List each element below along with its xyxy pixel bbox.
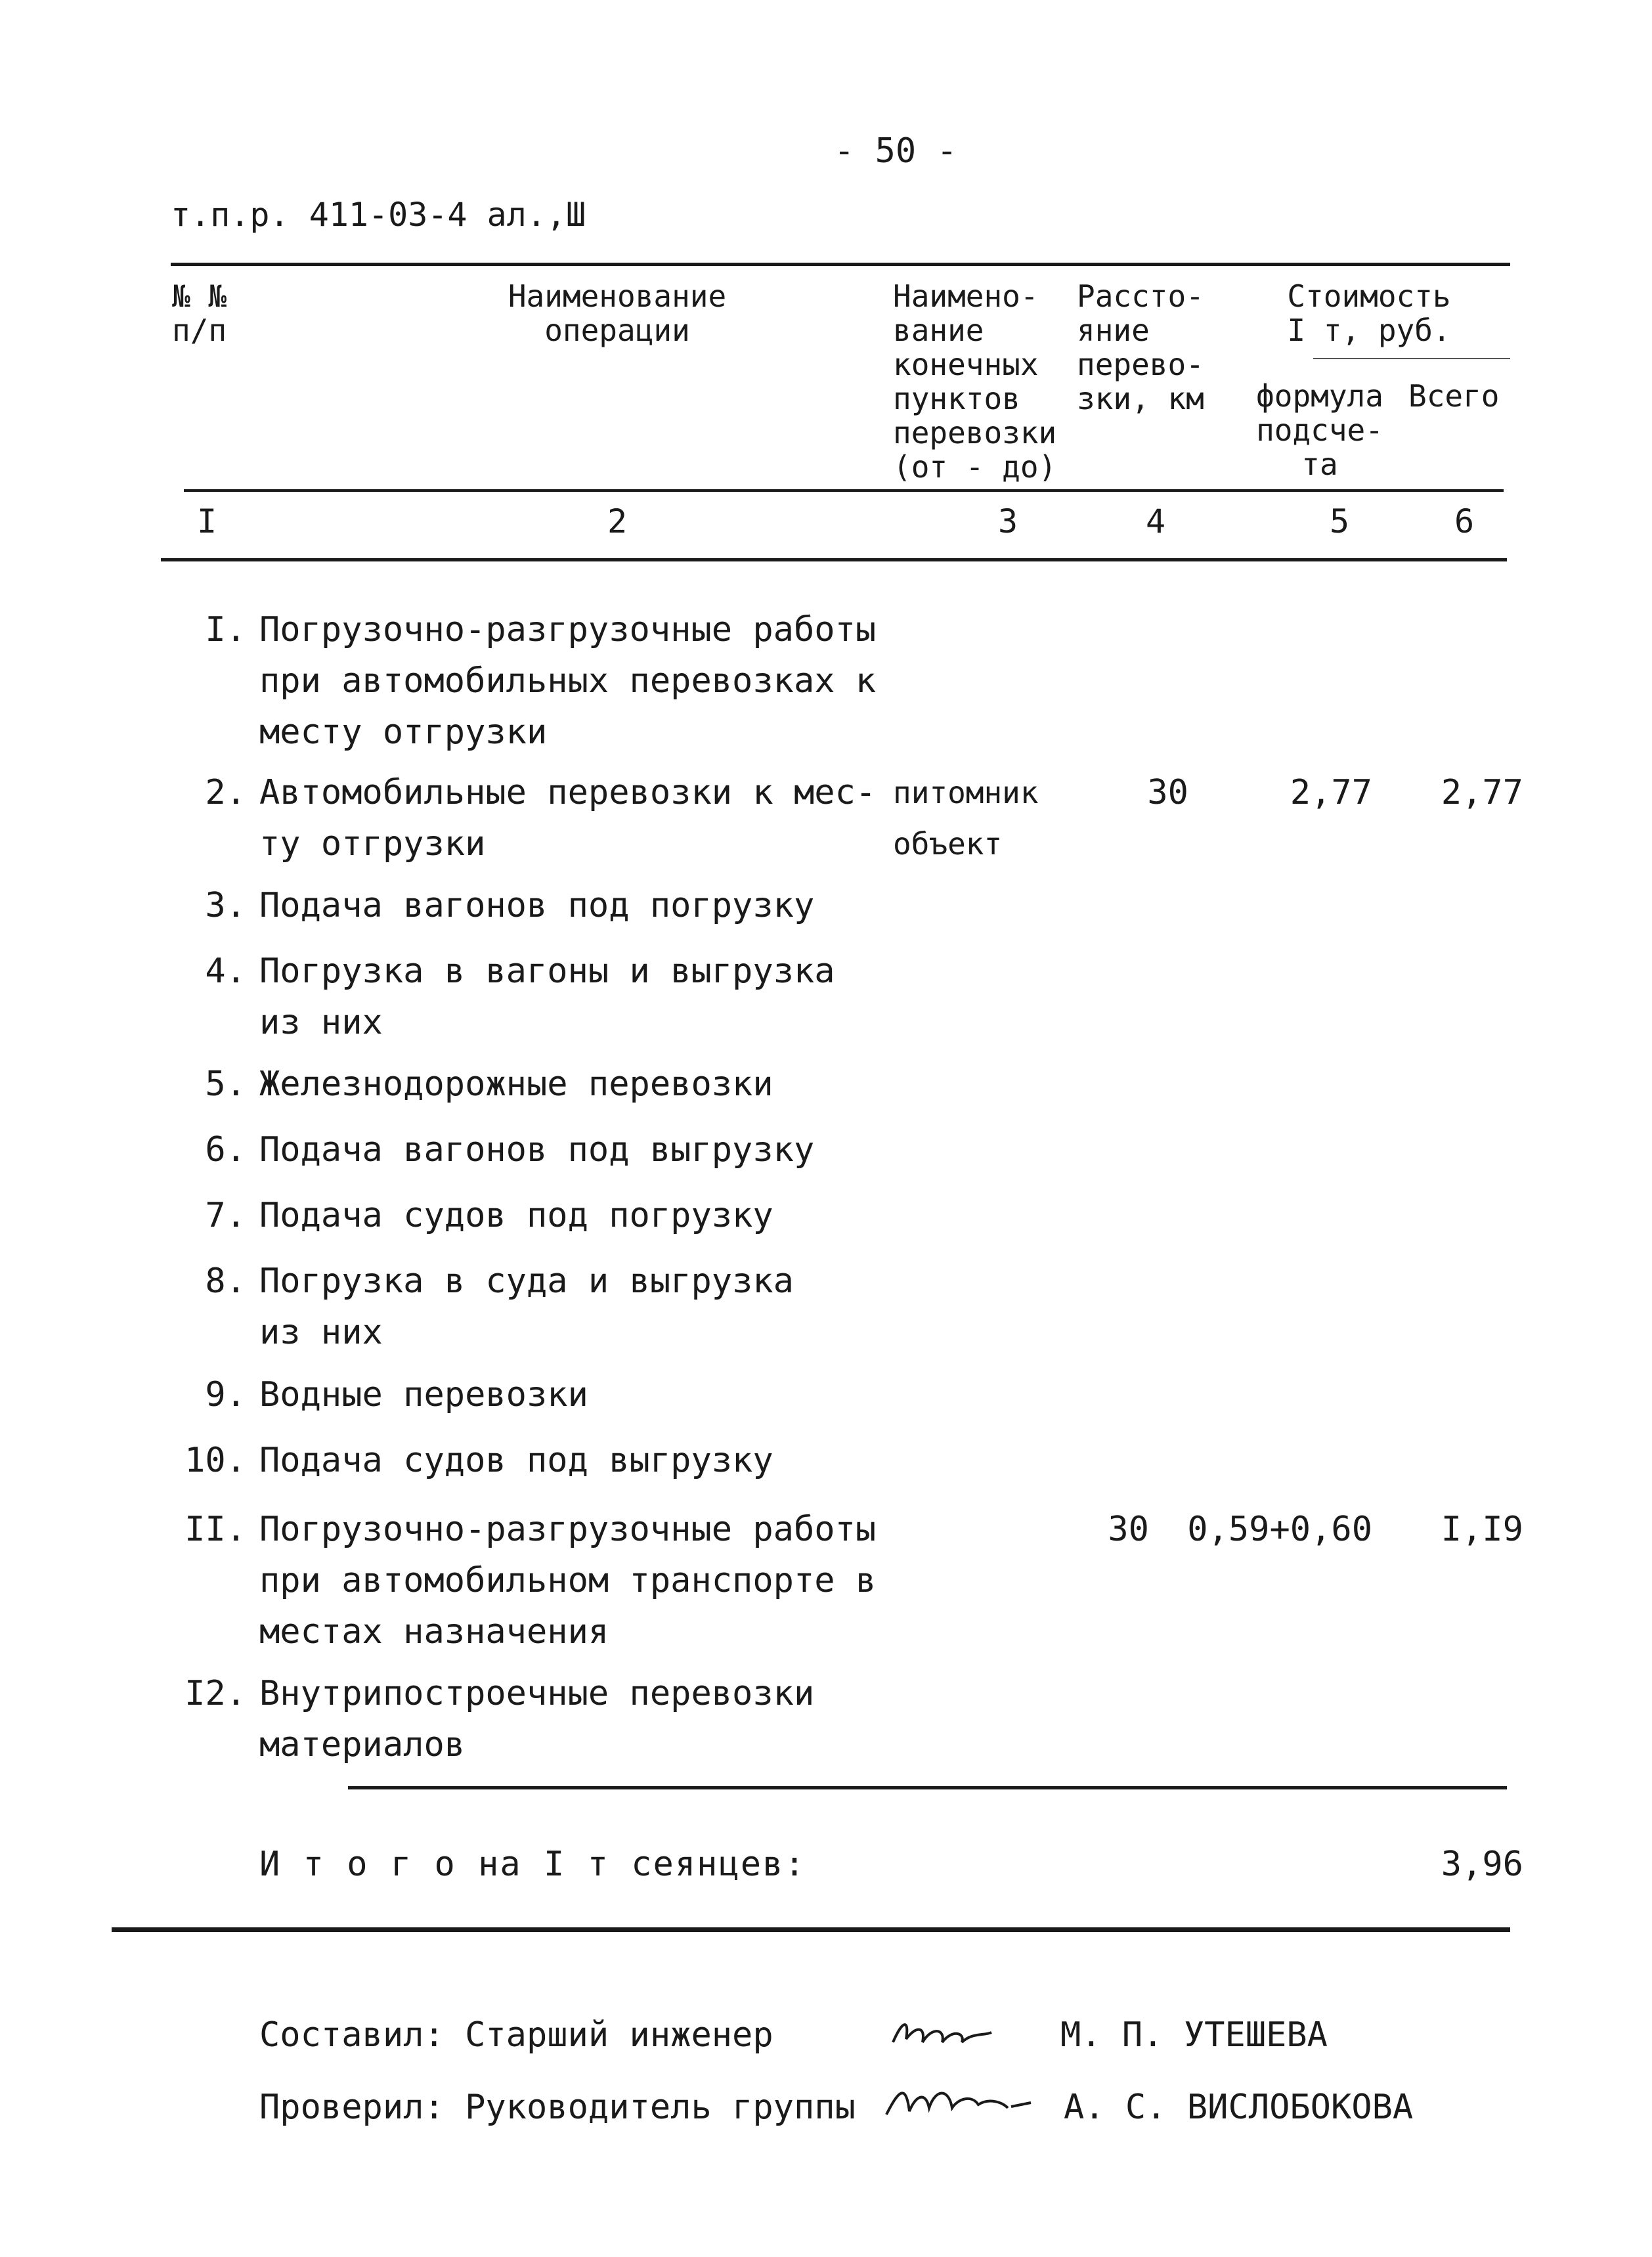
compiled-by-role: Составил: Старший инженер (259, 2015, 773, 2055)
column-number-1: I (197, 502, 217, 540)
row-distance: 30 (1147, 773, 1188, 812)
header-col-total: Всего (1408, 378, 1500, 414)
row-number: 7. (205, 1196, 246, 1235)
header-cost-group: Стоимость I т, руб. (1287, 278, 1451, 348)
column-number-3: 3 (998, 502, 1018, 540)
row-transport-points: питомник объект (893, 775, 1039, 862)
row-number: 3. (205, 886, 246, 925)
header-col-formula: формула подсче- та (1256, 378, 1383, 482)
row-operation: Автомобильные перевозки к мес- ту отгрузки (259, 773, 877, 864)
row-formula: 2,77 (1290, 773, 1372, 812)
checker-signature (880, 2075, 1044, 2128)
row-number: 10. (185, 1441, 246, 1480)
row-number: 5. (205, 1064, 246, 1104)
row-operation: Подача судов под выгрузку (259, 1441, 773, 1480)
checked-by-name: А. С. ВИСЛОБОКОВА (1064, 2088, 1414, 2127)
header-col-distance: Рассто- яние перево- зки, км (1077, 278, 1204, 416)
total-top-rule (348, 1786, 1507, 1789)
row-operation: Водные перевозки (259, 1375, 588, 1414)
total-value: 3,96 (1441, 1845, 1523, 1884)
row-operation: Погрузочно-разгрузочные работы при автомобильных перевозках к месту отгрузки (259, 610, 877, 752)
total-label: И т о г о на I т сеянцев: (259, 1845, 806, 1884)
column-number-4: 4 (1146, 502, 1166, 540)
header-col-operation: Наименование операции (508, 278, 727, 348)
compiler-signature (886, 2006, 998, 2059)
row-operation: Погрузка в суда и выгрузка из них (259, 1261, 794, 1352)
row-number: 9. (205, 1375, 246, 1414)
row-total: 2,77 (1441, 773, 1523, 812)
row-formula: 0,59+0,60 (1187, 1510, 1372, 1549)
row-number: 4. (205, 952, 246, 991)
total-bottom-rule (112, 1927, 1510, 1932)
row-operation: Погрузочно-разгрузочные работы при автомобильном транспорте в местах назначения (259, 1510, 877, 1652)
row-operation: Подача судов под погрузку (259, 1196, 773, 1235)
row-distance: 30 (1108, 1510, 1149, 1549)
row-number: II. (185, 1510, 246, 1549)
checked-by-role: Проверил: Руководитель группы (259, 2088, 856, 2127)
row-operation: Внутрипостроечные перевозки материалов (259, 1674, 815, 1764)
column-number-2: 2 (607, 502, 628, 540)
row-number: 8. (205, 1261, 246, 1301)
header-bottom-rule (184, 489, 1504, 492)
row-number: I. (205, 610, 246, 649)
row-number: 6. (205, 1130, 246, 1170)
row-operation: Подача вагонов под погрузку (259, 886, 815, 925)
row-total: I,I9 (1441, 1510, 1523, 1549)
row-operation: Железнодорожные перевозки (259, 1064, 773, 1104)
row-number: I2. (185, 1674, 246, 1713)
column-number-5: 5 (1330, 502, 1350, 540)
compiled-by-name: М. П. УТЕШЕВА (1060, 2015, 1328, 2055)
document-reference: т.п.р. 411-03-4 ал.,Ш (171, 196, 586, 234)
column-numbers-rule (161, 558, 1507, 561)
cost-group-rule (1313, 358, 1510, 359)
row-operation: Подача вагонов под выгрузку (259, 1130, 815, 1170)
table-top-rule (171, 263, 1510, 266)
header-col-points: Наимено- вание конечных пунктов перевозки (от - до) (893, 278, 1057, 485)
row-operation: Погрузка в вагоны и выгрузка из них (259, 952, 835, 1042)
header-col-num: № № п/п (172, 278, 227, 348)
page-number: - 50 - (834, 131, 957, 171)
row-number: 2. (205, 773, 246, 812)
column-number-6: 6 (1454, 502, 1475, 540)
